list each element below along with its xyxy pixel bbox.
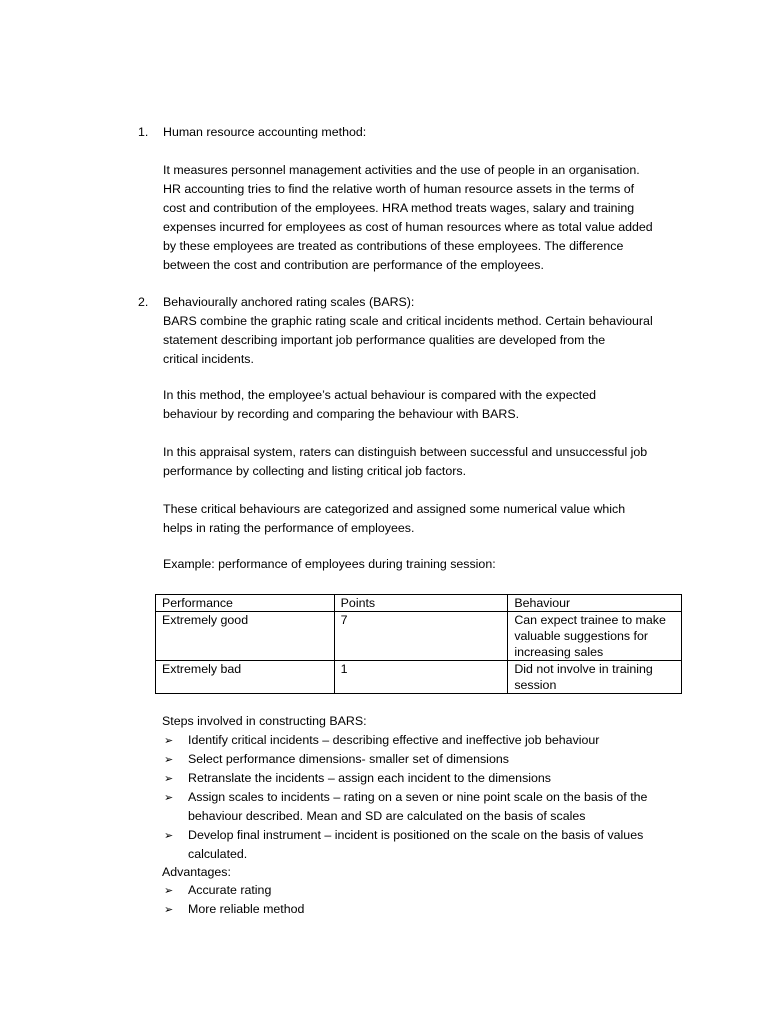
arrow-bullet-icon: ➢ bbox=[164, 791, 174, 804]
list-item-text: Develop final instrument – incident is positioned on the scale on the basis of values bbox=[188, 828, 644, 842]
section-2-number: 2. bbox=[138, 295, 149, 309]
table-header-cell: Behaviour bbox=[508, 595, 682, 612]
text-line: by these employees are treated as contributions of these employees. The difference bbox=[163, 239, 624, 253]
list-item-text: behaviour described. Mean and SD are calculated on the basis of scales bbox=[188, 809, 586, 823]
text-line: In this method, the employee’s actual behaviour is compared with the expected bbox=[163, 388, 597, 402]
table-row bbox=[156, 612, 682, 661]
steps-list bbox=[160, 731, 708, 864]
table-cell-behaviour bbox=[508, 612, 682, 661]
list-item bbox=[160, 826, 708, 864]
text-line: helps in rating the performance of employees. bbox=[163, 521, 415, 535]
section-1-heading: Human resource accounting method: bbox=[163, 125, 367, 139]
arrow-bullet-icon: ➢ bbox=[164, 903, 174, 916]
text-line: HR accounting tries to find the relative worth of human resource assets in the terms of bbox=[163, 182, 635, 196]
cell-line: valuable suggestions for bbox=[514, 629, 648, 643]
table-cell-points: 1 bbox=[334, 661, 508, 694]
text-line: cost and contribution of the employees. HRA method treats wages, salary and training bbox=[163, 201, 635, 215]
section-2-para-1 bbox=[163, 312, 683, 369]
list-item bbox=[160, 750, 708, 769]
list-item-text: Accurate rating bbox=[188, 883, 272, 897]
section-2-heading: Behaviourally anchored rating scales (BARS): bbox=[163, 295, 415, 309]
arrow-bullet-icon: ➢ bbox=[164, 734, 174, 747]
arrow-bullet-icon: ➢ bbox=[164, 753, 174, 766]
advantages-list bbox=[160, 881, 708, 919]
text-line: critical incidents. bbox=[163, 352, 254, 366]
section-1-body bbox=[163, 161, 683, 275]
text-line: between the cost and contribution are performance of the employees. bbox=[163, 258, 544, 272]
table-header-row bbox=[156, 595, 682, 612]
text-line: BARS combine the graphic rating scale and critical incidents method. Certain behavioural bbox=[163, 314, 653, 328]
cell-line: session bbox=[514, 678, 557, 692]
table-cell-behaviour bbox=[508, 661, 682, 694]
list-item-text: Retranslate the incidents – assign each incident to the dimensions bbox=[188, 771, 551, 785]
list-item bbox=[160, 900, 708, 919]
table-cell-points: 7 bbox=[334, 612, 508, 661]
list-item-text: calculated. bbox=[188, 847, 248, 861]
section-1-number: 1. bbox=[138, 125, 149, 139]
list-item-text: More reliable method bbox=[188, 902, 305, 916]
list-item-text: Identify critical incidents – describing effective and ineffective job behaviour bbox=[188, 733, 600, 747]
text-line: expenses incurred for employees as cost of human resources where as total value added bbox=[163, 220, 653, 234]
section-2-para-3 bbox=[163, 443, 683, 481]
table-row bbox=[156, 661, 682, 694]
bars-table bbox=[155, 594, 682, 694]
list-item-text: Select performance dimensions- smaller set of dimensions bbox=[188, 752, 509, 766]
list-item-text: Assign scales to incidents – rating on a seven or nine point scale on the basis of the bbox=[188, 790, 648, 804]
cell-line: Can expect trainee to make bbox=[514, 613, 666, 627]
steps-heading: Steps involved in constructing BARS: bbox=[162, 714, 367, 728]
list-item bbox=[160, 881, 708, 900]
table-header-cell: Points bbox=[334, 595, 508, 612]
section-2-para-2 bbox=[163, 386, 683, 424]
table-cell-performance: Extremely bad bbox=[156, 661, 335, 694]
text-line: It measures personnel management activities and the use of people in an organisation. bbox=[163, 163, 640, 177]
list-item bbox=[160, 769, 708, 788]
text-line: performance by collecting and listing critical job factors. bbox=[163, 464, 467, 478]
list-item bbox=[160, 788, 708, 826]
text-line: behaviour by recording and comparing the behaviour with BARS. bbox=[163, 407, 520, 421]
list-item bbox=[160, 731, 708, 750]
table-cell-performance: Extremely good bbox=[156, 612, 335, 661]
arrow-bullet-icon: ➢ bbox=[164, 829, 174, 842]
text-line: In this appraisal system, raters can distinguish between successful and unsuccessful job bbox=[163, 445, 648, 459]
text-line: These critical behaviours are categorized and assigned some numerical value which bbox=[163, 502, 626, 516]
cell-line: increasing sales bbox=[514, 645, 604, 659]
arrow-bullet-icon: ➢ bbox=[164, 772, 174, 785]
section-2-para-4 bbox=[163, 500, 683, 538]
arrow-bullet-icon: ➢ bbox=[164, 884, 174, 897]
cell-line: Did not involve in training bbox=[514, 662, 653, 676]
example-caption: Example: performance of employees during training session: bbox=[163, 557, 496, 571]
table-header-cell: Performance bbox=[156, 595, 335, 612]
text-line: statement describing important job performance qualities are developed from the bbox=[163, 333, 606, 347]
advantages-heading: Advantages: bbox=[162, 865, 231, 879]
